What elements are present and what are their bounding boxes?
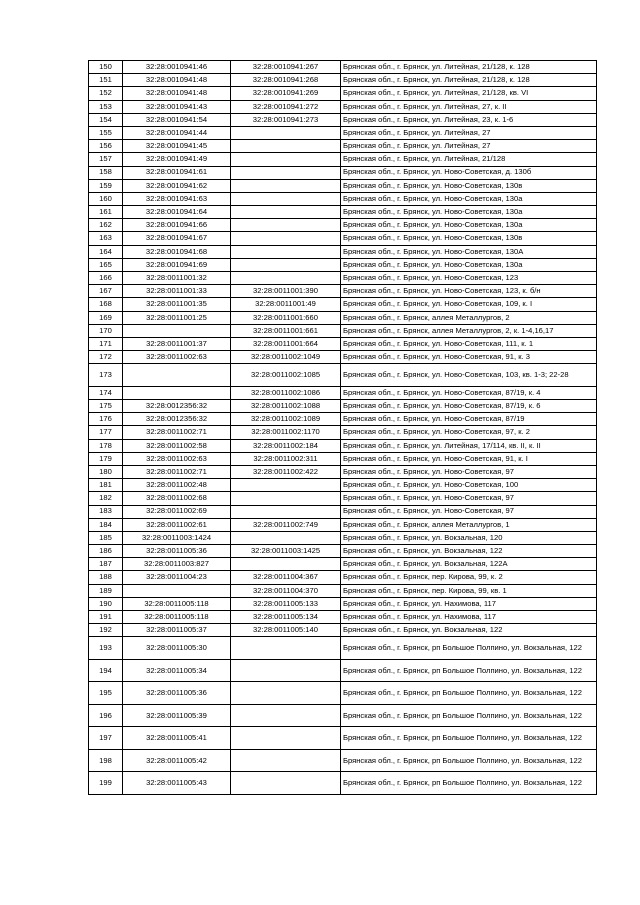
address-cell: Брянская обл., г. Брянск, ул. Ново-Советская, 130а xyxy=(341,206,597,219)
table-row xyxy=(89,337,597,350)
table-row xyxy=(89,285,597,298)
address-cell: Брянская обл., г. Брянск, ул. Литейная, 21/128, к. 128 xyxy=(341,74,597,87)
table-row xyxy=(89,611,597,624)
address-cell: Брянская обл., г. Брянск, рп Большое Полпино, ул. Вокзальная, 122 xyxy=(341,727,597,750)
address-cell: Брянская обл., г. Брянск, аллея Металлургов, 2 xyxy=(341,311,597,324)
cadastral-number-cell: 32:28:0010941:63 xyxy=(123,192,231,205)
cadastral-number-cell: 32:28:0010941:43 xyxy=(123,100,231,113)
object-cadastral-number-cell: 32:28:0010941:269 xyxy=(231,87,341,100)
cadastral-number-cell: 32:28:0011005:39 xyxy=(123,704,231,727)
table-row xyxy=(89,571,597,584)
object-cadastral-number-cell: 32:28:0011005:133 xyxy=(231,597,341,610)
cadastral-number-cell: 32:28:0012356:32 xyxy=(123,413,231,426)
row-number-cell: 176 xyxy=(89,413,123,426)
object-cadastral-number-cell xyxy=(231,492,341,505)
address-cell: Брянская обл., г. Брянск, ул. Ново-Советская, 91, к. I xyxy=(341,452,597,465)
object-cadastral-number-cell: 32:28:0011004:367 xyxy=(231,571,341,584)
row-number-cell: 155 xyxy=(89,126,123,139)
address-cell: Брянская обл., г. Брянск, ул. Вокзальная, 120 xyxy=(341,531,597,544)
object-cadastral-number-cell: 32:28:0011001:664 xyxy=(231,337,341,350)
cadastral-number-cell: 32:28:0010941:49 xyxy=(123,153,231,166)
row-number-cell: 152 xyxy=(89,87,123,100)
object-cadastral-number-cell xyxy=(231,232,341,245)
object-cadastral-number-cell: 32:28:0011002:1088 xyxy=(231,400,341,413)
cadastral-number-cell: 32:28:0011001:25 xyxy=(123,311,231,324)
cadastral-number-cell: 32:28:0011005:30 xyxy=(123,637,231,660)
address-cell: Брянская обл., г. Брянск, ул. Литейная, 21/128, к. 128 xyxy=(341,61,597,74)
cadastral-number-cell: 32:28:0011005:37 xyxy=(123,624,231,637)
address-cell: Брянская обл., г. Брянск, ул. Литейная, 23, к. 1-6 xyxy=(341,113,597,126)
table-row xyxy=(89,219,597,232)
row-number-cell: 179 xyxy=(89,452,123,465)
cadastral-number-cell: 32:28:0011005:41 xyxy=(123,727,231,750)
object-cadastral-number-cell: 32:28:0011002:184 xyxy=(231,439,341,452)
row-number-cell: 182 xyxy=(89,492,123,505)
cadastral-number-cell: 32:28:0010941:67 xyxy=(123,232,231,245)
row-number-cell: 173 xyxy=(89,364,123,387)
object-cadastral-number-cell: 32:28:0010941:267 xyxy=(231,61,341,74)
table-row xyxy=(89,179,597,192)
row-number-cell: 150 xyxy=(89,61,123,74)
row-number-cell: 196 xyxy=(89,704,123,727)
row-number-cell: 194 xyxy=(89,659,123,682)
object-cadastral-number-cell xyxy=(231,153,341,166)
row-number-cell: 185 xyxy=(89,531,123,544)
object-cadastral-number-cell: 32:28:0011002:1089 xyxy=(231,413,341,426)
row-number-cell: 191 xyxy=(89,611,123,624)
table-row xyxy=(89,232,597,245)
address-cell: Брянская обл., г. Брянск, ул. Ново-Советская, 123, к. б/н xyxy=(341,285,597,298)
table-row xyxy=(89,100,597,113)
object-cadastral-number-cell xyxy=(231,637,341,660)
table-row xyxy=(89,531,597,544)
row-number-cell: 170 xyxy=(89,324,123,337)
table-row xyxy=(89,400,597,413)
row-number-cell: 167 xyxy=(89,285,123,298)
table-row xyxy=(89,113,597,126)
object-cadastral-number-cell: 32:28:0011002:1170 xyxy=(231,426,341,439)
object-cadastral-number-cell xyxy=(231,179,341,192)
object-cadastral-number-cell xyxy=(231,140,341,153)
object-cadastral-number-cell: 32:28:0011002:1086 xyxy=(231,386,341,399)
address-cell: Брянская обл., г. Брянск, ул. Ново-Советская, 130а xyxy=(341,219,597,232)
address-cell: Брянская обл., г. Брянск, ул. Ново-Советская, 97, к. 2 xyxy=(341,426,597,439)
object-cadastral-number-cell: 32:28:0011003:1425 xyxy=(231,545,341,558)
cadastral-number-cell: 32:28:0010941:61 xyxy=(123,166,231,179)
row-number-cell: 162 xyxy=(89,219,123,232)
address-cell: Брянская обл., г. Брянск, ул. Вокзальная, 122А xyxy=(341,558,597,571)
address-cell: Брянская обл., г. Брянск, ул. Ново-Советская, 103, кв. 1-3; 22-28 xyxy=(341,364,597,387)
object-cadastral-number-cell xyxy=(231,727,341,750)
cadastral-number-cell: 32:28:0010941:62 xyxy=(123,179,231,192)
object-cadastral-number-cell xyxy=(231,192,341,205)
row-number-cell: 158 xyxy=(89,166,123,179)
table-row xyxy=(89,749,597,772)
cadastral-number-cell: 32:28:0011002:68 xyxy=(123,492,231,505)
address-cell: Брянская обл., г. Брянск, ул. Литейная, 27, к. II xyxy=(341,100,597,113)
row-number-cell: 188 xyxy=(89,571,123,584)
table-row xyxy=(89,364,597,387)
cadastral-number-cell: 32:28:0011002:63 xyxy=(123,452,231,465)
row-number-cell: 195 xyxy=(89,682,123,705)
table-row xyxy=(89,126,597,139)
table-row xyxy=(89,272,597,285)
cadastral-number-cell: 32:28:0011004:23 xyxy=(123,571,231,584)
table-row xyxy=(89,140,597,153)
cadastral-number-cell: 32:28:0011005:118 xyxy=(123,597,231,610)
cadastral-number-cell xyxy=(123,364,231,387)
object-cadastral-number-cell: 32:28:0011001:49 xyxy=(231,298,341,311)
table-row xyxy=(89,624,597,637)
row-number-cell: 171 xyxy=(89,337,123,350)
cadastral-number-cell: 32:28:0011002:63 xyxy=(123,351,231,364)
cadastral-number-cell: 32:28:0012356:32 xyxy=(123,400,231,413)
address-cell: Брянская обл., г. Брянск, ул. Ново-Советская, д. 130б xyxy=(341,166,597,179)
table-row xyxy=(89,351,597,364)
address-cell: Брянская обл., г. Брянск, ул. Литейная, 21/128 xyxy=(341,153,597,166)
cadastral-number-cell xyxy=(123,324,231,337)
table-row xyxy=(89,597,597,610)
table-row xyxy=(89,386,597,399)
table-row xyxy=(89,439,597,452)
object-cadastral-number-cell xyxy=(231,126,341,139)
address-cell: Брянская обл., г. Брянск, рп Большое Полпино, ул. Вокзальная, 122 xyxy=(341,772,597,795)
cadastral-number-cell: 32:28:0011002:58 xyxy=(123,439,231,452)
cadastral-number-cell xyxy=(123,584,231,597)
address-cell: Брянская обл., г. Брянск, пер. Кирова, 99, к. 2 xyxy=(341,571,597,584)
cadastral-number-cell: 32:28:0010941:46 xyxy=(123,61,231,74)
table-row xyxy=(89,637,597,660)
address-cell: Брянская обл., г. Брянск, ул. Ново-Советская, 130а xyxy=(341,258,597,271)
address-cell: Брянская обл., г. Брянск, рп Большое Полпино, ул. Вокзальная, 122 xyxy=(341,682,597,705)
row-number-cell: 180 xyxy=(89,465,123,478)
table-row xyxy=(89,74,597,87)
row-number-cell: 199 xyxy=(89,772,123,795)
table-row xyxy=(89,659,597,682)
row-number-cell: 168 xyxy=(89,298,123,311)
table-row xyxy=(89,324,597,337)
cadastral-number-cell: 32:28:0011005:42 xyxy=(123,749,231,772)
table-row xyxy=(89,465,597,478)
cadastral-number-cell xyxy=(123,386,231,399)
cadastral-number-cell: 32:28:0010941:48 xyxy=(123,87,231,100)
cadastral-number-cell: 32:28:0011002:48 xyxy=(123,479,231,492)
cadastral-number-cell: 32:28:0011005:43 xyxy=(123,772,231,795)
cadastral-number-cell: 32:28:0010941:68 xyxy=(123,245,231,258)
object-cadastral-number-cell xyxy=(231,166,341,179)
row-number-cell: 186 xyxy=(89,545,123,558)
object-cadastral-number-cell xyxy=(231,245,341,258)
cadastral-number-cell: 32:28:0011001:32 xyxy=(123,272,231,285)
address-cell: Брянская обл., г. Брянск, ул. Ново-Советская, 130а xyxy=(341,192,597,205)
table-row xyxy=(89,704,597,727)
cadastral-number-cell: 32:28:0010941:48 xyxy=(123,74,231,87)
address-cell: Брянская обл., г. Брянск, ул. Ново-Советская, 97 xyxy=(341,505,597,518)
table-row xyxy=(89,298,597,311)
cadastral-number-cell: 32:28:0010941:45 xyxy=(123,140,231,153)
address-cell: Брянская обл., г. Брянск, рп Большое Полпино, ул. Вокзальная, 122 xyxy=(341,704,597,727)
cadastral-number-cell: 32:28:0011003:827 xyxy=(123,558,231,571)
table-row xyxy=(89,772,597,795)
table-row xyxy=(89,245,597,258)
address-cell: Брянская обл., г. Брянск, ул. Ново-Советская, 97 xyxy=(341,492,597,505)
object-cadastral-number-cell xyxy=(231,531,341,544)
row-number-cell: 156 xyxy=(89,140,123,153)
table-row xyxy=(89,61,597,74)
cadastral-number-cell: 32:28:0011002:71 xyxy=(123,426,231,439)
cadastral-number-cell: 32:28:0011001:35 xyxy=(123,298,231,311)
cadastral-number-cell: 32:28:0011002:71 xyxy=(123,465,231,478)
row-number-cell: 164 xyxy=(89,245,123,258)
cadastral-number-cell: 32:28:0011005:36 xyxy=(123,682,231,705)
table-row xyxy=(89,413,597,426)
object-cadastral-number-cell xyxy=(231,219,341,232)
table-row xyxy=(89,727,597,750)
table-row xyxy=(89,426,597,439)
row-number-cell: 163 xyxy=(89,232,123,245)
table-row xyxy=(89,452,597,465)
row-number-cell: 184 xyxy=(89,518,123,531)
object-cadastral-number-cell: 32:28:0010941:272 xyxy=(231,100,341,113)
address-cell: Брянская обл., г. Брянск, аллея Металлургов, 1 xyxy=(341,518,597,531)
object-cadastral-number-cell xyxy=(231,659,341,682)
address-cell: Брянская обл., г. Брянск, аллея Металлургов, 2, к. 1-4,16,17 xyxy=(341,324,597,337)
address-cell: Брянская обл., г. Брянск, ул. Литейная, 21/128, кв. VI xyxy=(341,87,597,100)
address-cell: Брянская обл., г. Брянск, ул. Вокзальная, 122 xyxy=(341,624,597,637)
row-number-cell: 189 xyxy=(89,584,123,597)
address-cell: Брянская обл., г. Брянск, ул. Ново-Советская, 87/19, к. 6 xyxy=(341,400,597,413)
object-cadastral-number-cell: 32:28:0011002:422 xyxy=(231,465,341,478)
row-number-cell: 165 xyxy=(89,258,123,271)
table-row xyxy=(89,311,597,324)
row-number-cell: 193 xyxy=(89,637,123,660)
address-cell: Брянская обл., г. Брянск, рп Большое Полпино, ул. Вокзальная, 122 xyxy=(341,659,597,682)
table-row xyxy=(89,545,597,558)
address-cell: Брянская обл., г. Брянск, ул. Ново-Советская, 111, к. 1 xyxy=(341,337,597,350)
object-cadastral-number-cell xyxy=(231,479,341,492)
table-row xyxy=(89,492,597,505)
row-number-cell: 192 xyxy=(89,624,123,637)
address-cell: Брянская обл., г. Брянск, ул. Ново-Советская, 109, к. I xyxy=(341,298,597,311)
address-cell: Брянская обл., г. Брянск, ул. Ново-Советская, 97 xyxy=(341,465,597,478)
row-number-cell: 153 xyxy=(89,100,123,113)
table-row xyxy=(89,153,597,166)
object-cadastral-number-cell xyxy=(231,772,341,795)
row-number-cell: 172 xyxy=(89,351,123,364)
address-cell: Брянская обл., г. Брянск, ул. Литейная, 17/114, кв. II, к. II xyxy=(341,439,597,452)
address-cell: Брянская обл., г. Брянск, ул. Ново-Советская, 130в xyxy=(341,179,597,192)
row-number-cell: 154 xyxy=(89,113,123,126)
table-row xyxy=(89,479,597,492)
object-cadastral-number-cell: 32:28:0011001:660 xyxy=(231,311,341,324)
address-cell: Брянская обл., г. Брянск, ул. Вокзальная, 122 xyxy=(341,545,597,558)
object-cadastral-number-cell xyxy=(231,258,341,271)
cadastral-number-cell: 32:28:0011003:1424 xyxy=(123,531,231,544)
address-cell: Брянская обл., г. Брянск, пер. Кирова, 99, кв. 1 xyxy=(341,584,597,597)
row-number-cell: 183 xyxy=(89,505,123,518)
table-row xyxy=(89,682,597,705)
address-cell: Брянская обл., г. Брянск, ул. Литейная, 27 xyxy=(341,126,597,139)
cadastral-number-cell: 32:28:0011001:37 xyxy=(123,337,231,350)
row-number-cell: 177 xyxy=(89,426,123,439)
object-cadastral-number-cell: 32:28:0011005:134 xyxy=(231,611,341,624)
cadastral-number-cell: 32:28:0010941:54 xyxy=(123,113,231,126)
row-number-cell: 169 xyxy=(89,311,123,324)
object-cadastral-number-cell: 32:28:0011002:1049 xyxy=(231,351,341,364)
cadastral-number-cell: 32:28:0010941:64 xyxy=(123,206,231,219)
cadastral-number-cell: 32:28:0011002:61 xyxy=(123,518,231,531)
object-cadastral-number-cell xyxy=(231,206,341,219)
row-number-cell: 166 xyxy=(89,272,123,285)
object-cadastral-number-cell xyxy=(231,704,341,727)
object-cadastral-number-cell xyxy=(231,682,341,705)
object-cadastral-number-cell: 32:28:0011005:140 xyxy=(231,624,341,637)
cadastral-number-cell: 32:28:0011005:36 xyxy=(123,545,231,558)
object-cadastral-number-cell: 32:28:0011001:661 xyxy=(231,324,341,337)
table-row xyxy=(89,505,597,518)
cadastral-number-cell: 32:28:0010941:66 xyxy=(123,219,231,232)
table-row xyxy=(89,558,597,571)
table-row xyxy=(89,206,597,219)
row-number-cell: 151 xyxy=(89,74,123,87)
row-number-cell: 161 xyxy=(89,206,123,219)
address-cell: Брянская обл., г. Брянск, рп Большое Полпино, ул. Вокзальная, 122 xyxy=(341,749,597,772)
address-cell: Брянская обл., г. Брянск, ул. Ново-Советская, 87/19 xyxy=(341,413,597,426)
table-row xyxy=(89,166,597,179)
cadastral-number-cell: 32:28:0011005:118 xyxy=(123,611,231,624)
object-cadastral-number-cell: 32:28:0011002:1085 xyxy=(231,364,341,387)
table-row xyxy=(89,87,597,100)
object-cadastral-number-cell: 32:28:0011002:749 xyxy=(231,518,341,531)
row-number-cell: 197 xyxy=(89,727,123,750)
object-cadastral-number-cell xyxy=(231,558,341,571)
object-cadastral-number-cell xyxy=(231,749,341,772)
table-row xyxy=(89,584,597,597)
cadastral-number-cell: 32:28:0011001:33 xyxy=(123,285,231,298)
object-cadastral-number-cell: 32:28:0011001:390 xyxy=(231,285,341,298)
cadastral-number-cell: 32:28:0010941:69 xyxy=(123,258,231,271)
address-cell: Брянская обл., г. Брянск, ул. Нахимова, 117 xyxy=(341,597,597,610)
address-cell: Брянская обл., г. Брянск, ул. Ново-Советская, 123 xyxy=(341,272,597,285)
address-cell: Брянская обл., г. Брянск, ул. Литейная, 27 xyxy=(341,140,597,153)
object-cadastral-number-cell xyxy=(231,272,341,285)
cadastral-number-cell: 32:28:0011002:69 xyxy=(123,505,231,518)
cadastral-number-cell: 32:28:0010941:44 xyxy=(123,126,231,139)
address-cell: Брянская обл., г. Брянск, ул. Ново-Советская, 130в xyxy=(341,232,597,245)
cadastral-table-body xyxy=(89,61,597,795)
row-number-cell: 190 xyxy=(89,597,123,610)
row-number-cell: 175 xyxy=(89,400,123,413)
row-number-cell: 178 xyxy=(89,439,123,452)
row-number-cell: 157 xyxy=(89,153,123,166)
row-number-cell: 159 xyxy=(89,179,123,192)
row-number-cell: 187 xyxy=(89,558,123,571)
object-cadastral-number-cell: 32:28:0010941:273 xyxy=(231,113,341,126)
address-cell: Брянская обл., г. Брянск, ул. Ново-Советская, 87/19, к. 4 xyxy=(341,386,597,399)
object-cadastral-number-cell: 32:28:0011004:370 xyxy=(231,584,341,597)
cadastral-number-cell: 32:28:0011005:34 xyxy=(123,659,231,682)
table-row xyxy=(89,518,597,531)
object-cadastral-number-cell: 32:28:0011002:311 xyxy=(231,452,341,465)
row-number-cell: 198 xyxy=(89,749,123,772)
cadastral-table xyxy=(88,60,597,795)
address-cell: Брянская обл., г. Брянск, ул. Ново-Советская, 130А xyxy=(341,245,597,258)
address-cell: Брянская обл., г. Брянск, ул. Нахимова, 117 xyxy=(341,611,597,624)
object-cadastral-number-cell: 32:28:0010941:268 xyxy=(231,74,341,87)
row-number-cell: 160 xyxy=(89,192,123,205)
row-number-cell: 174 xyxy=(89,386,123,399)
table-row xyxy=(89,258,597,271)
address-cell: Брянская обл., г. Брянск, ул. Ново-Советская, 91, к. 3 xyxy=(341,351,597,364)
row-number-cell: 181 xyxy=(89,479,123,492)
address-cell: Брянская обл., г. Брянск, рп Большое Полпино, ул. Вокзальная, 122 xyxy=(341,637,597,660)
address-cell: Брянская обл., г. Брянск, ул. Ново-Советская, 100 xyxy=(341,479,597,492)
table-row xyxy=(89,192,597,205)
object-cadastral-number-cell xyxy=(231,505,341,518)
